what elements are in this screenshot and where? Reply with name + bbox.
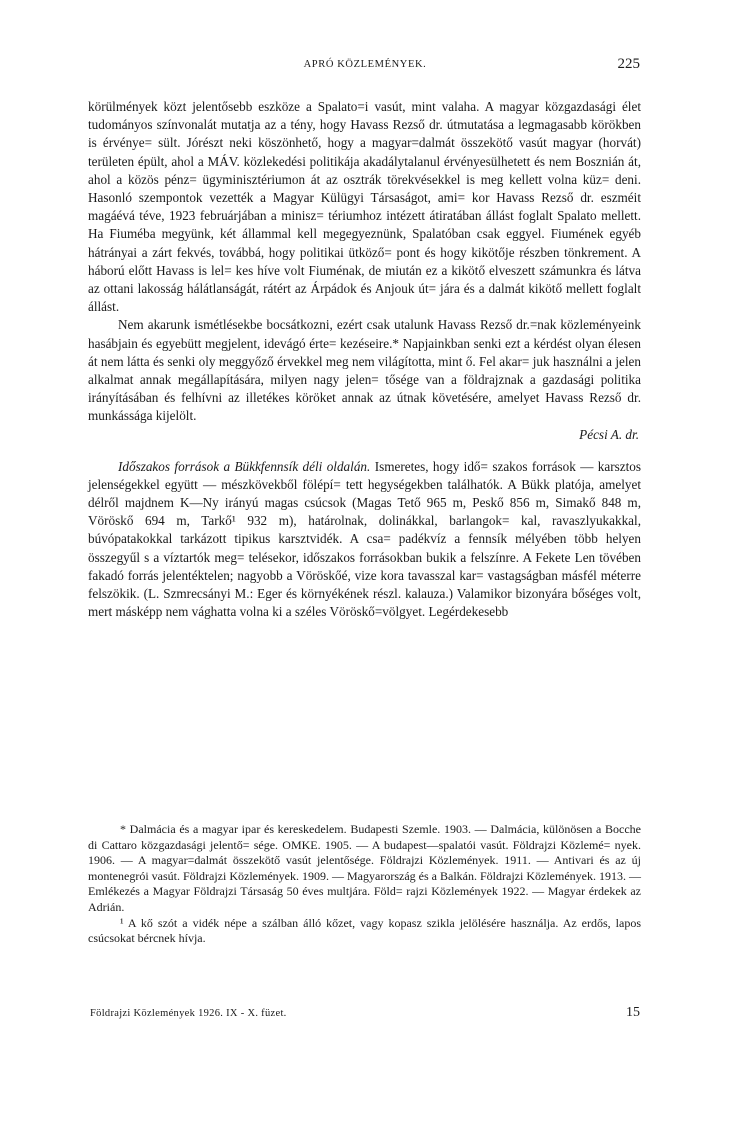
footnote-1: ¹ A kő szót a vidék népe a szálban álló kőzet, vagy kopasz szikla jelölésére használja. Az erdős, lapos csúcsokat bércnek hívja. <box>88 915 641 946</box>
page-footer <box>90 1005 640 1025</box>
page-number: 225 <box>617 56 640 72</box>
footer-journal: Földrajzi Közlemények 1926. IX - X. füzet. <box>90 1008 287 1019</box>
running-head <box>90 56 640 76</box>
author-signature: Pécsi A. dr. <box>579 426 639 442</box>
article2-paragraph1 <box>88 458 641 622</box>
article1-paragraph2: Nem akarunk ismétlésekbe bocsátkozni, ezért csak utalunk Havass Rezső dr.=nak közleményeink hasábjain és egyebütt megjelent, idevágó érte= kezéseire.* Napjainkban senki ezt a kérdést olyan élesen át nem látta és senki oly meggyőző érvekkel meg nem világította, mint ő. Fel akar= juk használni a jelen alkalmat annak megállapítására, milyen nagy jelen= tősége van a földrajznak a gazdasági politika irányításában és felhívni az illetékes köröket annak az útnak követésére, amelyet Havass Rezső dr. munkássága kijelölt. <box>88 317 641 424</box>
article1-paragraph1: körülmények közt jelentősebb eszköze a Spalato=i vasút, mint valaha. A magyar közgazdasági élet tudományos színvonalát mutatja az a tény, hogy Havass Rezső dr. útmutatása a legmagasabb körökben is érvénye= sült. Jórészt neki köszönhető, hogy a magyar=dalmát összekötő vasút magyar (horvát) területen épült, ahol a MÁV. közlekedési politikája akadálytalanul érvényesülhetett és nem Bosznián át, ahol a közös pénz= ügyminisztériumon át az osztrák törekvésekkel is meg kellett volna küz= deni. Hasonló szempontok vezették a Magyar Külügyi Társaságot, ami= kor Havass Rezső dr. eszméit magáévá téve, 1923 februárjában a minisz= tériumhoz intézett átiratában állást foglalt Spalato mellett. Ha Fiuméba megyünk, két állammal kell megegyeznünk, Spalatóban csak eggyel. Fiumének egyéb hátrányai a zárt fekvés, továbbá, hogy politikai ütköző= pont és hogy kikötője részben tönkrement. A háború előtt Havass is lel= kes híve volt Fiuménak, de miután ez a kikötő elveszett számunkra és látva az ottani lakosság hálátlanságát, rátért az Árpádok és Anjouk út= jára és a dalmát kikötő mellett foglalt állást. <box>88 99 641 315</box>
running-title: APRÓ KÖZLEMÉNYEK. <box>303 59 427 70</box>
article2-text: Ismeretes, hogy idő= szakos források — karsztos jelenségekkel együtt — mészkövekből fölépí= tett hegységekben találhatók. A Bükk platója, amelyet délről majdnem K—Ny irányú magas csúcsok (Magas Tető 965 m, Peskő 856 m, Simakő 848 m, Vöröskő 694 m, Tarkő¹ 932 m), határolnak, dolinákkal, barlangok= kal, ravaszlyukakkal, búvópatakokkal tarkázott tipikus karsztvidék. A csa= padékvíz a fennsík mélyében több helyen összegyűl s a víztartók meg= telésekor, időszakos forrásokban bukik a felszínre. A Fekete Len tövében fakadó forrás jelentéktelen; nagyobb a Vöröskőé, vize kora tavasszal kar= vastagságban másfél méterre felszökik. (L. Szmrecsányi M.: Eger és környékének részl. kalauza.) Valamikor bizonyára bőséges volt, mert másképp nem vághatta volna ki a széles Vöröskő=völgyet. Legérdekesebb <box>88 458 641 620</box>
body-text <box>88 98 641 621</box>
article2-title: Időszakos források a Bükkfennsík déli oldalán. <box>118 458 371 474</box>
footnotes <box>88 822 641 947</box>
footer-sheet-number: 15 <box>626 1005 640 1020</box>
footnote-references: * Dalmácia és a magyar ipar és kereskedelem. Budapesti Szemle. 1903. — Dalmácia, különösen a Bocche di Cattaro közgazdasági jelentő= sége. OMKE. 1905. — A budapest—spalatói vasút. Földrajzi Közlemé= nyek. 1906. — A magyar=dalmát összekötő vasút jelentősége. Földrajzi Közlemények. 1911. — Antivari és az új montenegrói vasút. Földrajzi Közlemények. 1909. — Magyarország és a Balkán. Földrajzi Közlemények. 1913. — Emlékezés a Magyar Földrajzi Társaság 50 éves multjára. Föld= rajzi Közlemények 1922. — Magyar érdekek az Adrián. <box>88 822 641 914</box>
